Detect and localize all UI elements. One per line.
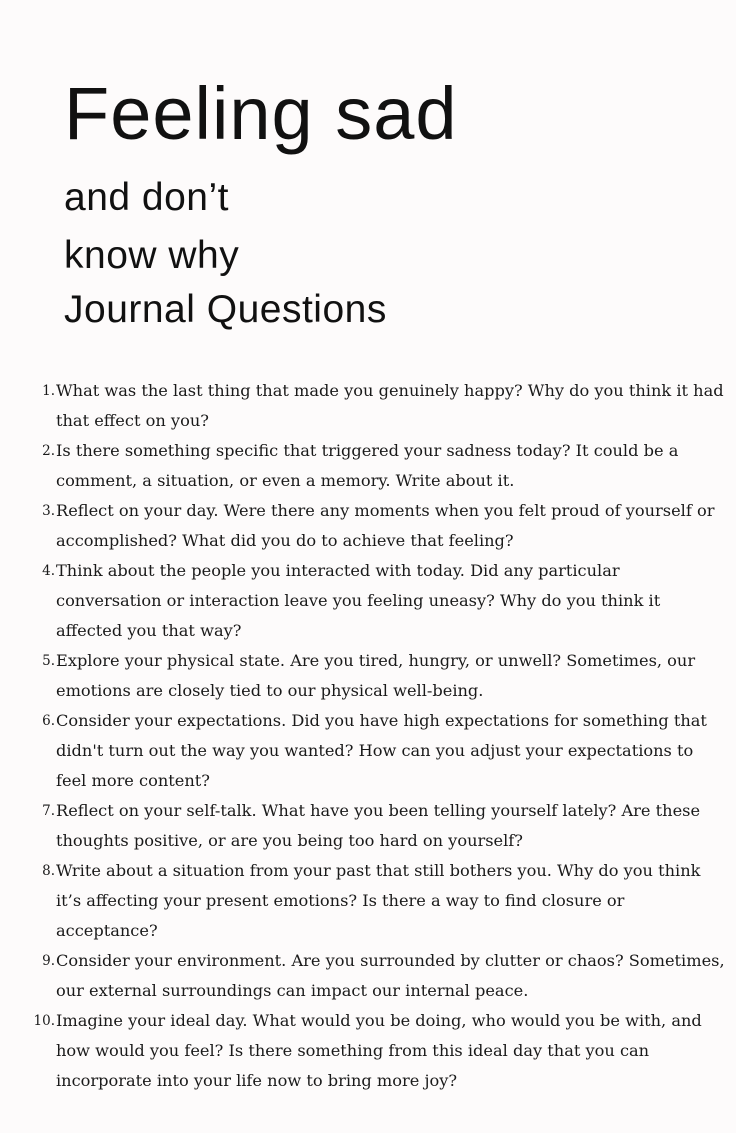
question-item-1 [28, 376, 728, 436]
question-item-4 [28, 556, 728, 646]
question-text: What was the last thing that made you genuinely happy? Why do you think it had that effect on you? [56, 381, 724, 430]
question-item-6 [28, 706, 728, 796]
question-text: Consider your environment. Are you surrounded by clutter or chaos? Sometimes, our external surroundings can impact our internal peace. [56, 951, 725, 1000]
question-number: 3. [42, 503, 55, 519]
question-text: Reflect on your day. Were there any moments when you felt proud of yourself or accomplished? What did you do to achieve that feeling? [56, 501, 715, 550]
question-number: 4. [42, 563, 55, 579]
question-text: Think about the people you interacted with today. Did any particular conversation or interaction leave you feeling uneasy? Why do you think it affected you that way? [56, 561, 661, 640]
question-text: Reflect on your self-talk. What have you been telling yourself lately? Are these thoughts positive, or are you being too hard on yourself? [56, 801, 701, 850]
question-number: 5. [42, 653, 55, 669]
question-list [28, 376, 728, 1096]
page-title: Feeling sad [64, 72, 458, 155]
subtitle-line-1: and don’t [64, 176, 229, 219]
question-text: Imagine your ideal day. What would you be doing, who would you be with, and how would you feel? Is there something from this ideal day that you can incorporate into your life now to bring more joy? [56, 1011, 702, 1090]
question-number: 2. [42, 443, 55, 459]
question-text: Explore your physical state. Are you tired, hungry, or unwell? Sometimes, our emotions are closely tied to our physical well-being. [56, 651, 696, 700]
question-text: Consider your expectations. Did you have high expectations for something that didn't turn out the way you wanted? How can you adjust your expectations to feel more content? [56, 711, 707, 790]
question-number: 7. [42, 803, 55, 819]
subtitle-line-2: know why [64, 234, 240, 277]
subtitle-line-3: Journal Questions [64, 288, 387, 331]
question-text: Is there something specific that triggered your sadness today? It could be a comment, a situation, or even a memory. Write about it. [56, 441, 679, 490]
question-text: Write about a situation from your past that still bothers you. Why do you think it’s affecting your present emotions? Is there a way to find closure or acceptance? [56, 861, 701, 940]
question-item-9 [28, 946, 728, 1006]
question-number: 6. [42, 713, 55, 729]
question-item-3 [28, 496, 728, 556]
question-number: 8. [42, 863, 55, 879]
question-number: 10. [33, 1013, 55, 1029]
question-item-10 [28, 1006, 728, 1096]
question-item-5 [28, 646, 728, 706]
question-item-8 [28, 856, 728, 946]
question-item-7 [28, 796, 728, 856]
question-number: 9. [42, 953, 55, 969]
question-item-2 [28, 436, 728, 496]
question-number: 1. [42, 383, 55, 399]
